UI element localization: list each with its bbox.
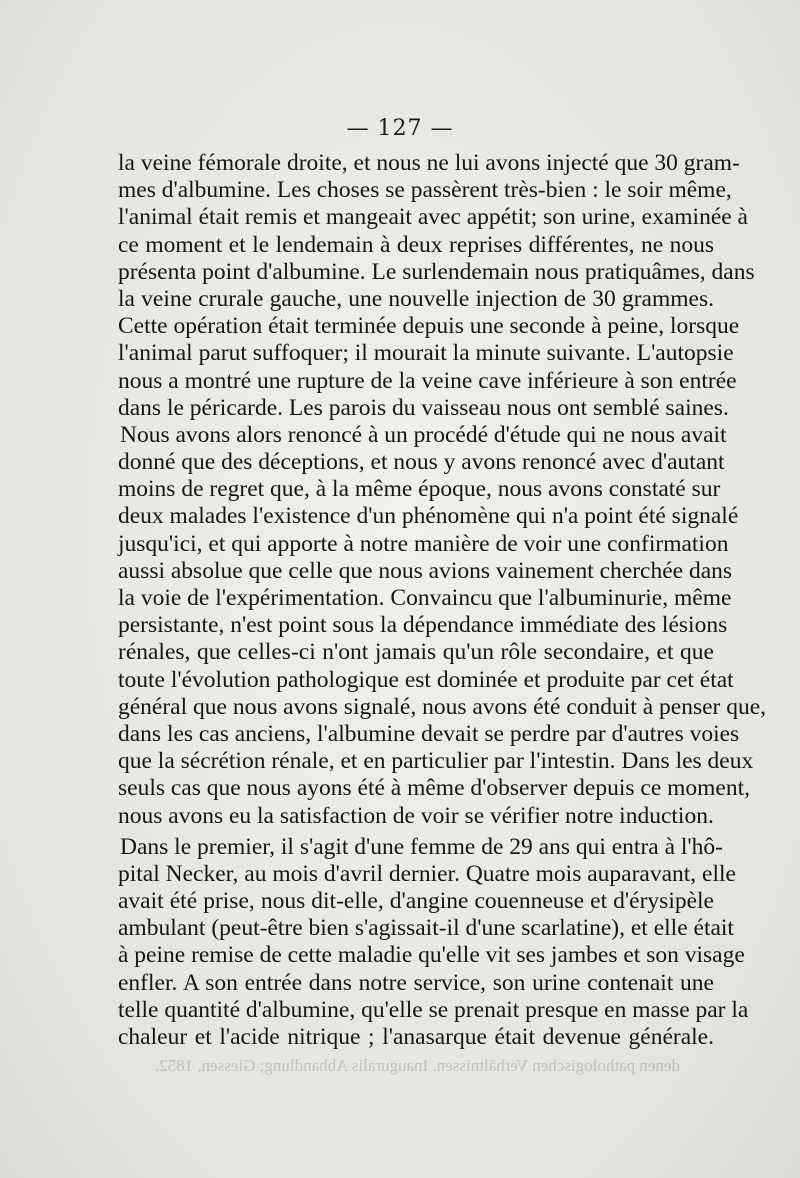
text-line: deux malades l'existence d'un phénomène qui n'a point été signalé [118, 503, 739, 530]
text-line: dans le péricarde. Les parois du vaisseau nous ont semblé saines. [118, 394, 729, 421]
text-line: à peine remise de cette maladie qu'elle vit ses jambes et son visage [118, 942, 745, 969]
text-line: chaleur et l'acide nitrique ; l'anasarque était devenue générale. [118, 1024, 714, 1050]
text-line: ce moment et le lendemain à deux reprises différentes, ne nous [118, 231, 714, 258]
paragraph-start-line: Dans le premier, il s'agit d'une femme de 29 ans qui entra à l'hô- [120, 833, 723, 860]
text-line: telle quantité d'albumine, qu'elle se prenait presque en masse par la [118, 996, 749, 1023]
text-line: nous avons eu la satisfaction de voir se vérifier notre induction. [118, 802, 714, 829]
text-line: seuls cas que nous ayons été à même d'observer depuis ce moment, [118, 775, 751, 802]
text-line: rénales, que celles-ci n'ont jamais qu'un rôle secondaire, et que [118, 639, 714, 666]
body-text [118, 150, 767, 1051]
text-line: persistante, n'est point sous la dépendance immédiate des lésions [118, 612, 728, 639]
text-line: Cette opération était terminée depuis une seconde à peine, lorsque [118, 313, 740, 340]
text-line: moins de regret que, à la même époque, nous avons constaté sur [118, 476, 721, 503]
text-line: aussi absolue que celle que nous avions vainement cherchée dans [118, 557, 733, 584]
text-line: donné que des déceptions, et nous y avons renoncé avec d'autant [118, 449, 725, 476]
text-line: la voie de l'expérimentation. Convaincu que l'albuminurie, même [118, 585, 732, 611]
text-line: général que nous avons signalé, nous avons été conduit à penser que, [118, 693, 767, 720]
text-line: avait été prise, nous dit-elle, d'angine couenneuse et d'érysipèle [118, 888, 714, 915]
text-line: jusqu'ici, et qui apporte à notre manière de voir une confirmation [118, 530, 729, 557]
page-number: — 127 — [346, 116, 454, 141]
text-line: que la sécrétion rénale, et en particulier par l'intestin. Dans les deux [118, 748, 754, 775]
text-line: toute l'évolution pathologique est dominée et produite par cet état [118, 666, 734, 693]
text-line: pital Necker, au mois d'avril dernier. Quatre mois auparavant, elle [118, 860, 736, 887]
text-line: l'animal parut suffoquer; il mourait la minute suivante. L'autopsie [118, 340, 734, 367]
text-line: enfler. A son entrée dans notre service, son urine contenait une [118, 969, 714, 996]
text-line: la veine crurale gauche, une nouvelle injection de 30 grammes. [118, 285, 714, 312]
text-line: mes d'albumine. Les choses se passèrent très-bien : le soir même, [118, 177, 732, 204]
text-line: nous a montré une rupture de la veine cave inférieure à son entrée [118, 367, 737, 394]
text-line: dans les cas anciens, l'albumine devait se perdre par d'autres voies [118, 720, 740, 747]
text-line: l'animal était remis et mangeait avec appétit; son urine, examinée à [118, 204, 748, 231]
text-line: ambulant (peut-être bien s'agissait-il d'une scarlatine), et elle était [118, 915, 734, 942]
text-line: la veine fémorale droite, et nous ne lui avons injecté que 30 gram- [118, 150, 740, 176]
text-line: présenta point d'albumine. Le surlendemain nous pratiquâmes, dans [118, 258, 755, 285]
paragraph-start-line: Nous avons alors renoncé à un procédé d'étude qui ne nous avait [120, 421, 727, 448]
bleed-through-text: denen pathologischen Verhältnissen. Inauguralis Abhandlung; Giessen, 1852. [154, 1056, 680, 1075]
